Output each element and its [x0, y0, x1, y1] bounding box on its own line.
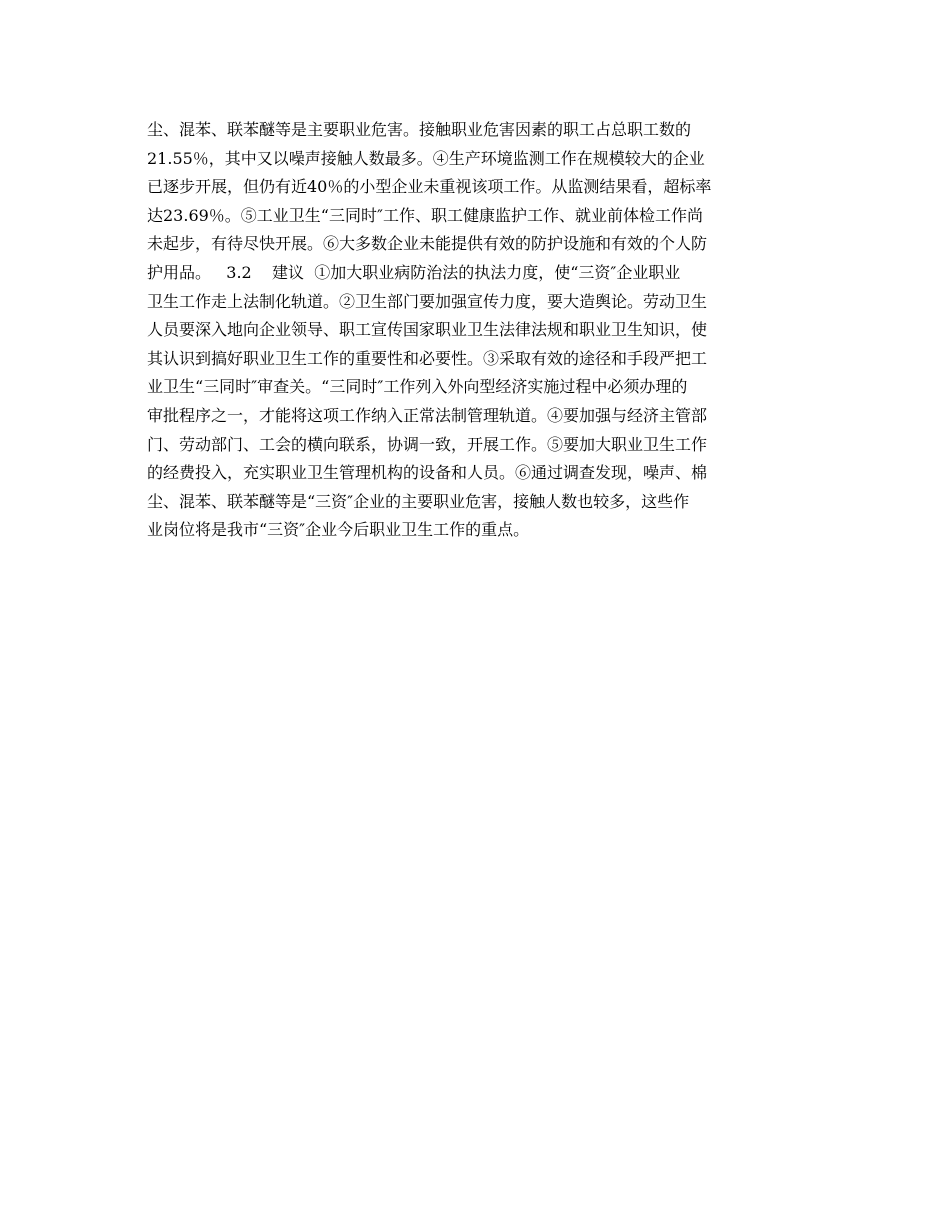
- text-line: 审批程序之一，才能将这项工作纳入正常法制管理轨道。④要加强与经济主管部: [147, 405, 708, 425]
- text-line: 其认识到搞好职业卫生工作的重要性和必要性。③采取有效的途径和手段严把工: [147, 348, 708, 368]
- text-line: 的经费投入，充实职业卫生管理机构的设备和人员。⑥通过调查发现，噪声、棉: [147, 463, 708, 483]
- body-paragraph: [147, 116, 817, 545]
- text-line: 尘、混苯、联苯醚等是“三资″企业的主要职业危害，接触人数也较多，这些作: [147, 491, 690, 511]
- text-line: 人员要深入地向企业领导、职工宣传国家职业卫生法律法规和职业卫生知识，使: [147, 320, 708, 340]
- text-line: 尘、混苯、联苯醚等是主要职业危害。接触职业危害因素的职工占总职工数的: [147, 120, 692, 139]
- text-line: 卫生工作走上法制化轨道。②卫生部门要加强宣传力度，要大造舆论。劳动卫生: [147, 291, 708, 311]
- text-line: 护用品。 3.2 建议 ①加大职业病防治法的执法力度，使“三资″企业职业: [147, 262, 681, 282]
- text-line: 达23.69％。⑤工业卫生“三同时″工作、职工健康监护工作、就业前体检工作尚: [147, 205, 703, 225]
- text-line: 已逐步开展，但仍有近40％的小型企业未重视该项工作。从监测结果看，超标率: [147, 177, 712, 197]
- text-line: 未起步，有待尽快开展。⑥大多数企业未能提供有效的防护设施和有效的个人防: [147, 234, 708, 254]
- text-line: 门、劳动部门、工会的横向联系，协调一致，开展工作。⑤要加大职业卫生工作: [147, 434, 708, 454]
- text-line: 业卫生“三同时″审查关。“三同时″工作列入外向型经济实施过程中必须办理的: [147, 377, 688, 397]
- text-line: 业岗位将是我市“三资″企业今后职业卫生工作的重点。: [147, 520, 530, 540]
- text-line: 21.55％，其中又以噪声接触人数最多。④生产环境监测工作在规模较大的企业: [147, 148, 705, 168]
